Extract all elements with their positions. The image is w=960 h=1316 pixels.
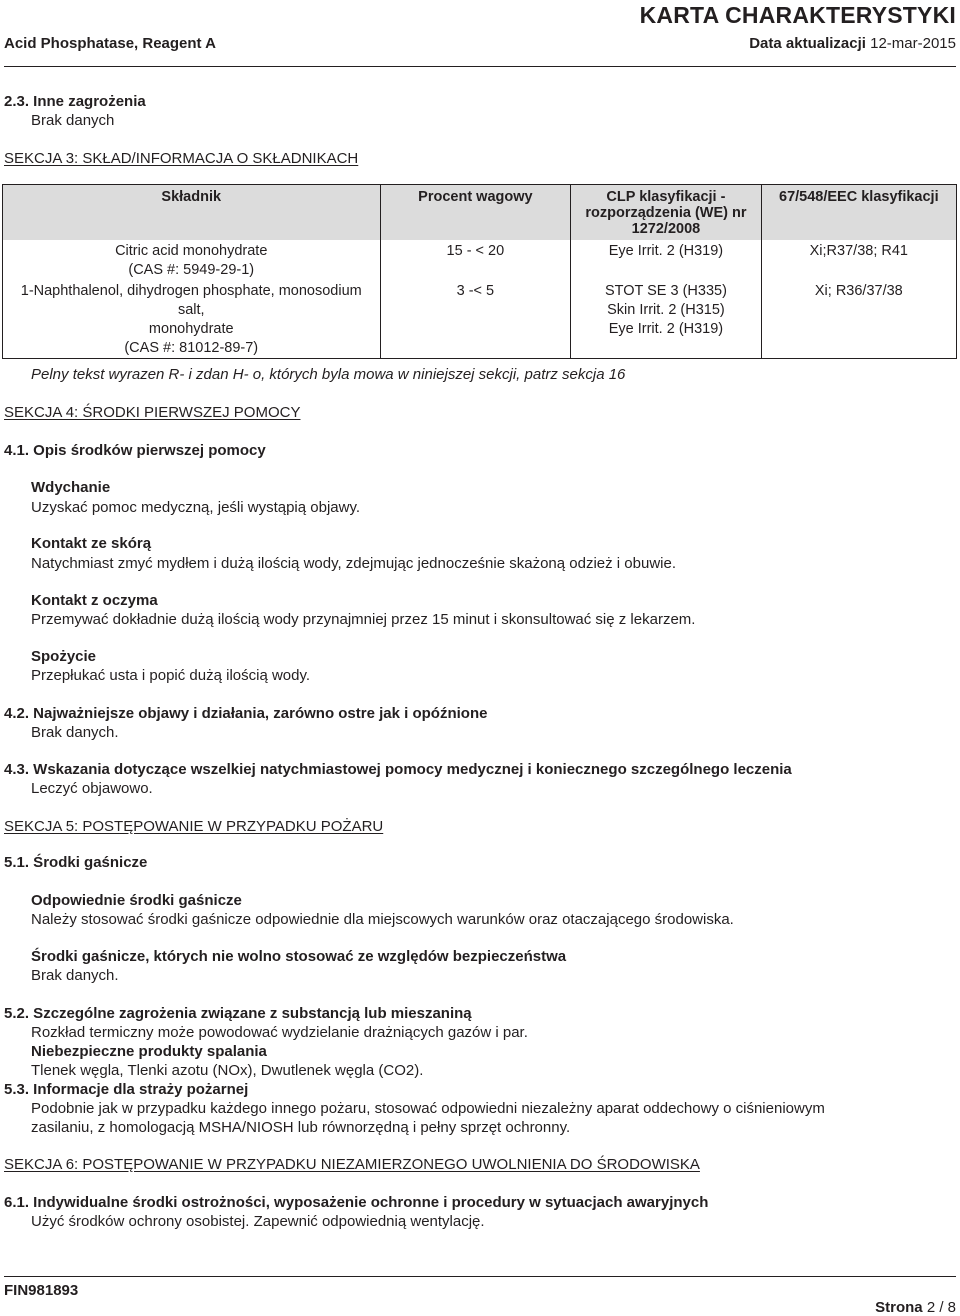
revision-label: Data aktualizacji — [749, 35, 866, 52]
product-name: Acid Phosphatase, Reagent A — [4, 35, 216, 52]
subsection-4-3-text: Leczyć objawowo. — [31, 780, 153, 797]
eye-contact-title: Kontakt z oczyma — [31, 592, 158, 609]
subsection-5-2-heading: 5.2. Szczególne zagrożenia związane z substancją lub mieszaniną — [4, 1005, 472, 1022]
subsection-2-3-heading: 2.3. Inne zagrożenia — [4, 93, 146, 110]
inhalation-title: Wdychanie — [31, 479, 111, 496]
section-4-heading: SEKCJA 4: ŚRODKI PIERWSZEJ POMOCY — [4, 404, 301, 421]
component-clp: STOT SE 3 (H335) Skin Irrit. 2 (H315) Eye Irrit. 2 (H319) — [571, 280, 761, 359]
component-eec: Xi;R37/38; R41 — [761, 240, 956, 280]
section-3-heading: SEKCJA 3: SKŁAD/INFORMACJA O SKŁADNIKACH — [4, 150, 359, 167]
component-weight: 15 - < 20 — [380, 240, 571, 280]
component-clp: Eye Irrit. 2 (H319) — [571, 240, 761, 280]
table-header-row — [3, 185, 957, 241]
hazardous-products-title: Niebezpieczne produkty spalania — [31, 1043, 267, 1060]
composition-table — [2, 184, 957, 359]
revision-date: 12-mar-2015 — [870, 35, 956, 52]
unsuitable-media-title: Środki gaśnicze, których nie wolno stosować ze względów bezpieczeństwa — [31, 948, 567, 965]
subsection-6-1-text: Użyć środków ochrony osobistej. Zapewnić odpowiednią wentylację. — [31, 1213, 485, 1230]
subsection-2-3-text: Brak danych — [31, 112, 115, 129]
table-row — [3, 280, 957, 359]
document-id: FIN981893 — [4, 1282, 79, 1299]
header-clp: CLP klasyfikacji - rozporządzenia (WE) nr 1272/2008 — [571, 185, 761, 241]
subsection-4-1-heading: 4.1. Opis środków pierwszej pomocy — [4, 442, 266, 459]
component-name: Citric acid monohydrate (CAS #: 5949-29-1) — [3, 240, 381, 280]
table-row — [3, 240, 957, 280]
subsection-4-3-heading: 4.3. Wskazania dotyczące wszelkiej natychmiastowej pomocy medycznej i koniecznego szczególnego leczenia — [4, 761, 792, 778]
subsection-4-2-heading: 4.2. Najważniejsze objawy i działania, zarówno ostre jak i opóźnione — [4, 705, 488, 722]
component-name: 1-Naphthalenol, dihydrogen phosphate, monosodium salt, monohydrate (CAS #: 81012-89-7) — [3, 280, 381, 359]
unsuitable-media-text: Brak danych. — [31, 967, 119, 984]
skin-contact-title: Kontakt ze skórą — [31, 535, 152, 552]
document-title: KARTA CHARAKTERYSTYKI — [639, 2, 956, 28]
subsection-4-2-text: Brak danych. — [31, 724, 119, 741]
section-3-note: Pelny tekst wyrazen R- i zdan H- o, których byla mowa w niniejszej sekcji, patrz sekcja 16 — [31, 366, 626, 383]
eye-contact-text: Przemywać dokładnie dużą ilością wody przynajmniej przez 15 minut i skonsultować się z lekarzem. — [31, 611, 696, 628]
suitable-media-title: Odpowiednie środki gaśnicze — [31, 892, 242, 909]
page-label: Strona — [875, 1299, 923, 1316]
subsection-5-1-heading: 5.1. Środki gaśnicze — [4, 854, 148, 871]
hazardous-products-text: Tlenek węgla, Tlenki azotu (NOx), Dwutlenek węgla (CO2). — [31, 1062, 424, 1079]
header-component: Składnik — [3, 185, 381, 241]
header-weight: Procent wagowy — [380, 185, 571, 241]
footer-rule — [4, 1276, 956, 1277]
header-eec: 67/548/EEC klasyfikacji — [761, 185, 956, 241]
component-eec: Xi; R36/37/38 — [761, 280, 956, 359]
section-5-heading: SEKCJA 5: POSTĘPOWANIE W PRZYPADKU POŻARU — [4, 818, 384, 835]
section-6-heading: SEKCJA 6: POSTĘPOWANIE W PRZYPADKU NIEZAMIERZONEGO UWOLNIENIA DO ŚRODOWISKA — [4, 1156, 700, 1173]
page-number-block — [875, 1299, 956, 1316]
skin-contact-text: Natychmiast zmyć mydłem i dużą ilością wody, zdejmując jednocześnie skażoną odzież i obuwie. — [31, 555, 676, 572]
subsection-5-3-text-line1: Podobnie jak w przypadku każdego innego pożaru, stosować odpowiedni niezależny aparat oddechowy o ciśnieniowym — [31, 1100, 825, 1117]
header-rule — [4, 66, 956, 67]
subsection-5-3-text-line2: zasilaniu, z homologacją MSHA/NIOSH lub równorzędną i pełny sprzęt ochronny. — [31, 1119, 571, 1136]
subsection-6-1-heading: 6.1. Indywidualne środki ostrożności, wyposażenie ochronne i procedury w sytuacjach awaryjnych — [4, 1194, 709, 1211]
page-number: 2 / 8 — [926, 1299, 956, 1316]
component-weight: 3 -< 5 — [380, 280, 571, 359]
subsection-5-3-heading: 5.3. Informacje dla straży pożarnej — [4, 1081, 249, 1098]
revision-date-block — [749, 35, 956, 52]
ingestion-text: Przepłukać usta i popić dużą ilością wody. — [31, 667, 311, 684]
inhalation-text: Uzyskać pomoc medyczną, jeśli wystąpią objawy. — [31, 499, 361, 516]
subsection-5-2-text: Rozkład termiczny może powodować wydzielanie drażniących gazów i par. — [31, 1024, 528, 1041]
suitable-media-text: Należy stosować środki gaśnicze odpowiednie dla miejscowych warunków oraz otaczającego środowiska. — [31, 911, 734, 928]
ingestion-title: Spożycie — [31, 648, 97, 665]
